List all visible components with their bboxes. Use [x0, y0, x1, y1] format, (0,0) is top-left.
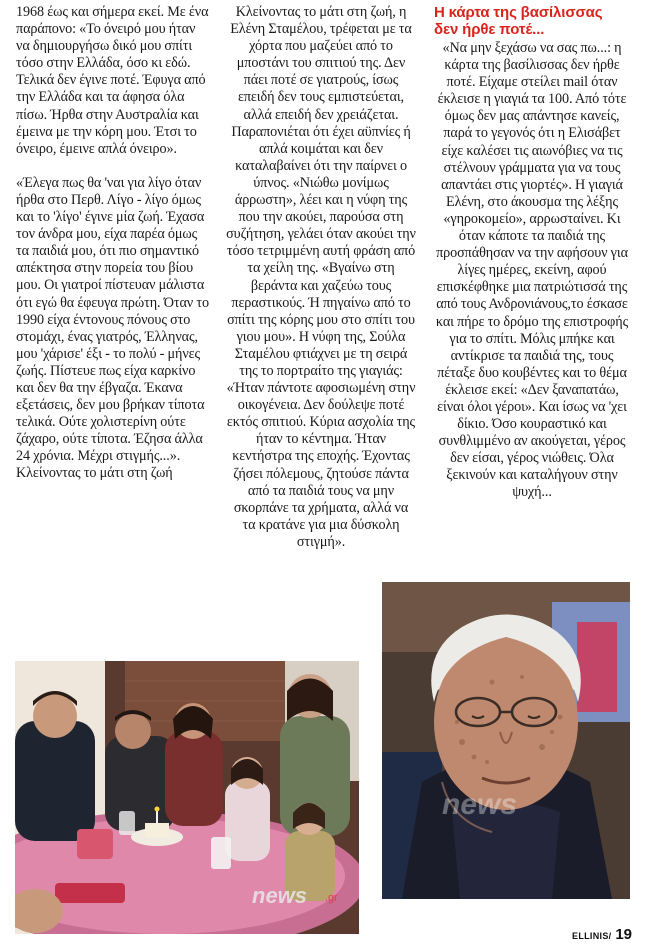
section-title	[432, 4, 632, 38]
section-title-line-1: Η κάρτα της βασίλισσας	[434, 4, 603, 21]
page-number: 19	[615, 926, 632, 943]
grandmother-portrait-photo	[382, 582, 630, 899]
column-1-paragraph-1: 1968 έως και σήμερα εκεί. Με ένα παράπονο: «Το όνειρό μου ήταν να δημιουργήσω δικό μου σπίτι τόσο στην Ελλάδα, όσο κι εδώ. Τελικά δεν έγινε ποτέ. Έφυγα από την Ελλάδα και τα άφησα όλα πίσω. Ήρθα στην Αυστραλία και έμεινα με την κόρη μου. Έτσι το όνειρο, έμεινε απλά όνειρο».	[16, 4, 209, 157]
section-title-line-2: δεν ήρθε ποτέ...	[434, 21, 545, 38]
article-column-1	[16, 4, 211, 483]
family-photo	[15, 661, 359, 934]
right-photo-watermark: news	[442, 788, 518, 821]
left-photo-watermark: news	[252, 883, 308, 908]
publication-name: ELLINIS/	[572, 931, 612, 941]
page-footer	[572, 926, 632, 943]
column-3-paragraph-1: «Να μην ξεχάσω να σας πω...: η κάρτα της βασίλισσας δεν ήρθε ποτέ. Είχαμε στείλει mail όταν έκλεισε η γιαγιά τα 100. Από τότε όμως δεν μας απάντησε κανείς, παρά το γεγονός ότι η Ελισάβετ είχε καλέσει τις αιωνόβιες να τις στέλνουν γράμματα για να τους απαντάει στις γιορτές». Η γιαγιά Ελένη, στο άκουσμα της λέξης «γηροκομείο», αρρωσταίνει. Κι όταν κάποτε τα παιδιά της προσπάθησαν να την αφήσουν για λίγες ημέρες, εκείνη, αφού επισκέφθηκε μια πατριώτισσά της από τους Ανδρονιάνους,το έσκασε και πήρε το δρόμο της επιστροφής για το σπίτι. Μόλις μπήκε και αντίκρισε τα παιδιά της, τους πέταξε δυο κουβέντες και το θέμα έκλεισε εκεί: «Δεν ξαναπατάω, είναι όλοι γέροι». Και ίσως να 'χει δίκιο. Όσο κουραστικό και συνθλιμμένο αν ακούγεται, γέρος δεν είσαι, γέρος νιώθεις. Όλα ξεκινούν και καταλήγουν στην ψυχή...	[435, 40, 629, 501]
article-column-2	[226, 4, 416, 551]
column-1-paragraph-2: «Έλεγα πως θα 'ναι για λίγο όταν ήρθα στο Περθ. Λίγο - λίγο όμως και το 'λίγο' έγινε μία ζωή. Έχασα τον άνδρα μου, είχα παρέα όμως τα παιδιά μου, ότι πιο σημαντικό απέκτησα στην πορεία του βίου μου. Οι γιατροί πίστευαν μάλιστα ότι εγώ θα έφευγα πρώτη. Όταν το 1990 είχα έντονους πόνους στο στομάχι, ένας γιατρός, Έλληνας, μου 'χάρισε' έξι - το πολύ - μήνες ζωής. Πίστευε πως είχα καρκίνο και δεν θα την έβγαζα. Έκανα εξετάσεις, δεν μου βρήκαν τίποτα τελικά. Ούτε χολιστερίνη ούτε ζάχαρο, ούτε τίποτα. Έζησα άλλα 24 χρόνια. Μέχρι στιγμής...». Κλείνοντας το μάτι στη ζωή	[16, 174, 209, 482]
column-2-paragraph-1: Κλείνοντας το μάτι στη ζωή, η Ελένη Σταμέλου, τρέφεται με τα χόρτα που μαζεύει από το μποστάνι του σπιτιού της. Δεν πάει ποτέ σε γιατρούς, ίσως επειδή δεν τους εμπιστεύεται, αλλά επειδή δεν χρειάζεται. Παραπονιέται ότι έχει αϋπνίες ή απλά κοιμάται και δεν καταλαβαίνει ότι την παίρνει ο ύπνος. «Νιώθω μονίμως άρρωστη», λέει και η νύφη της που την ακούει, παρούσα στη συζήτηση, γελάει όταν ακούει την τόσο τετριμμένη αυτή φράση από τα χείλη της. «Βγαίνω στη βεράντα και χαζεύω τους περαστικούς. Ή πηγαίνω από το σπίτι της κόρης μου στο σπίτι του γιου μου». Η νύφη της, Σούλα Σταμέλου φτιάχνει με τη σειρά της το πορτραίτο της γιαγιάς: «Ήταν πάντοτε αφοσιωμένη στην οικογένεια. Δεν δούλεψε ποτέ εκτός σπιτιού. Κύρια ασχολία της ήταν το κέντημα. Ήταν κεντήστρα της εποχής. Έχοντας ζήσει πόλεμους, ζητούσε πάντα από τα παιδιά τους να μην σκορπάνε τα χρήματα, αλλά να τα κρατάνε για μια δύσκολη στιγμή».	[226, 4, 416, 550]
article-column-3	[432, 4, 632, 502]
left-photo-watermark-suffix: .gr	[325, 892, 338, 904]
